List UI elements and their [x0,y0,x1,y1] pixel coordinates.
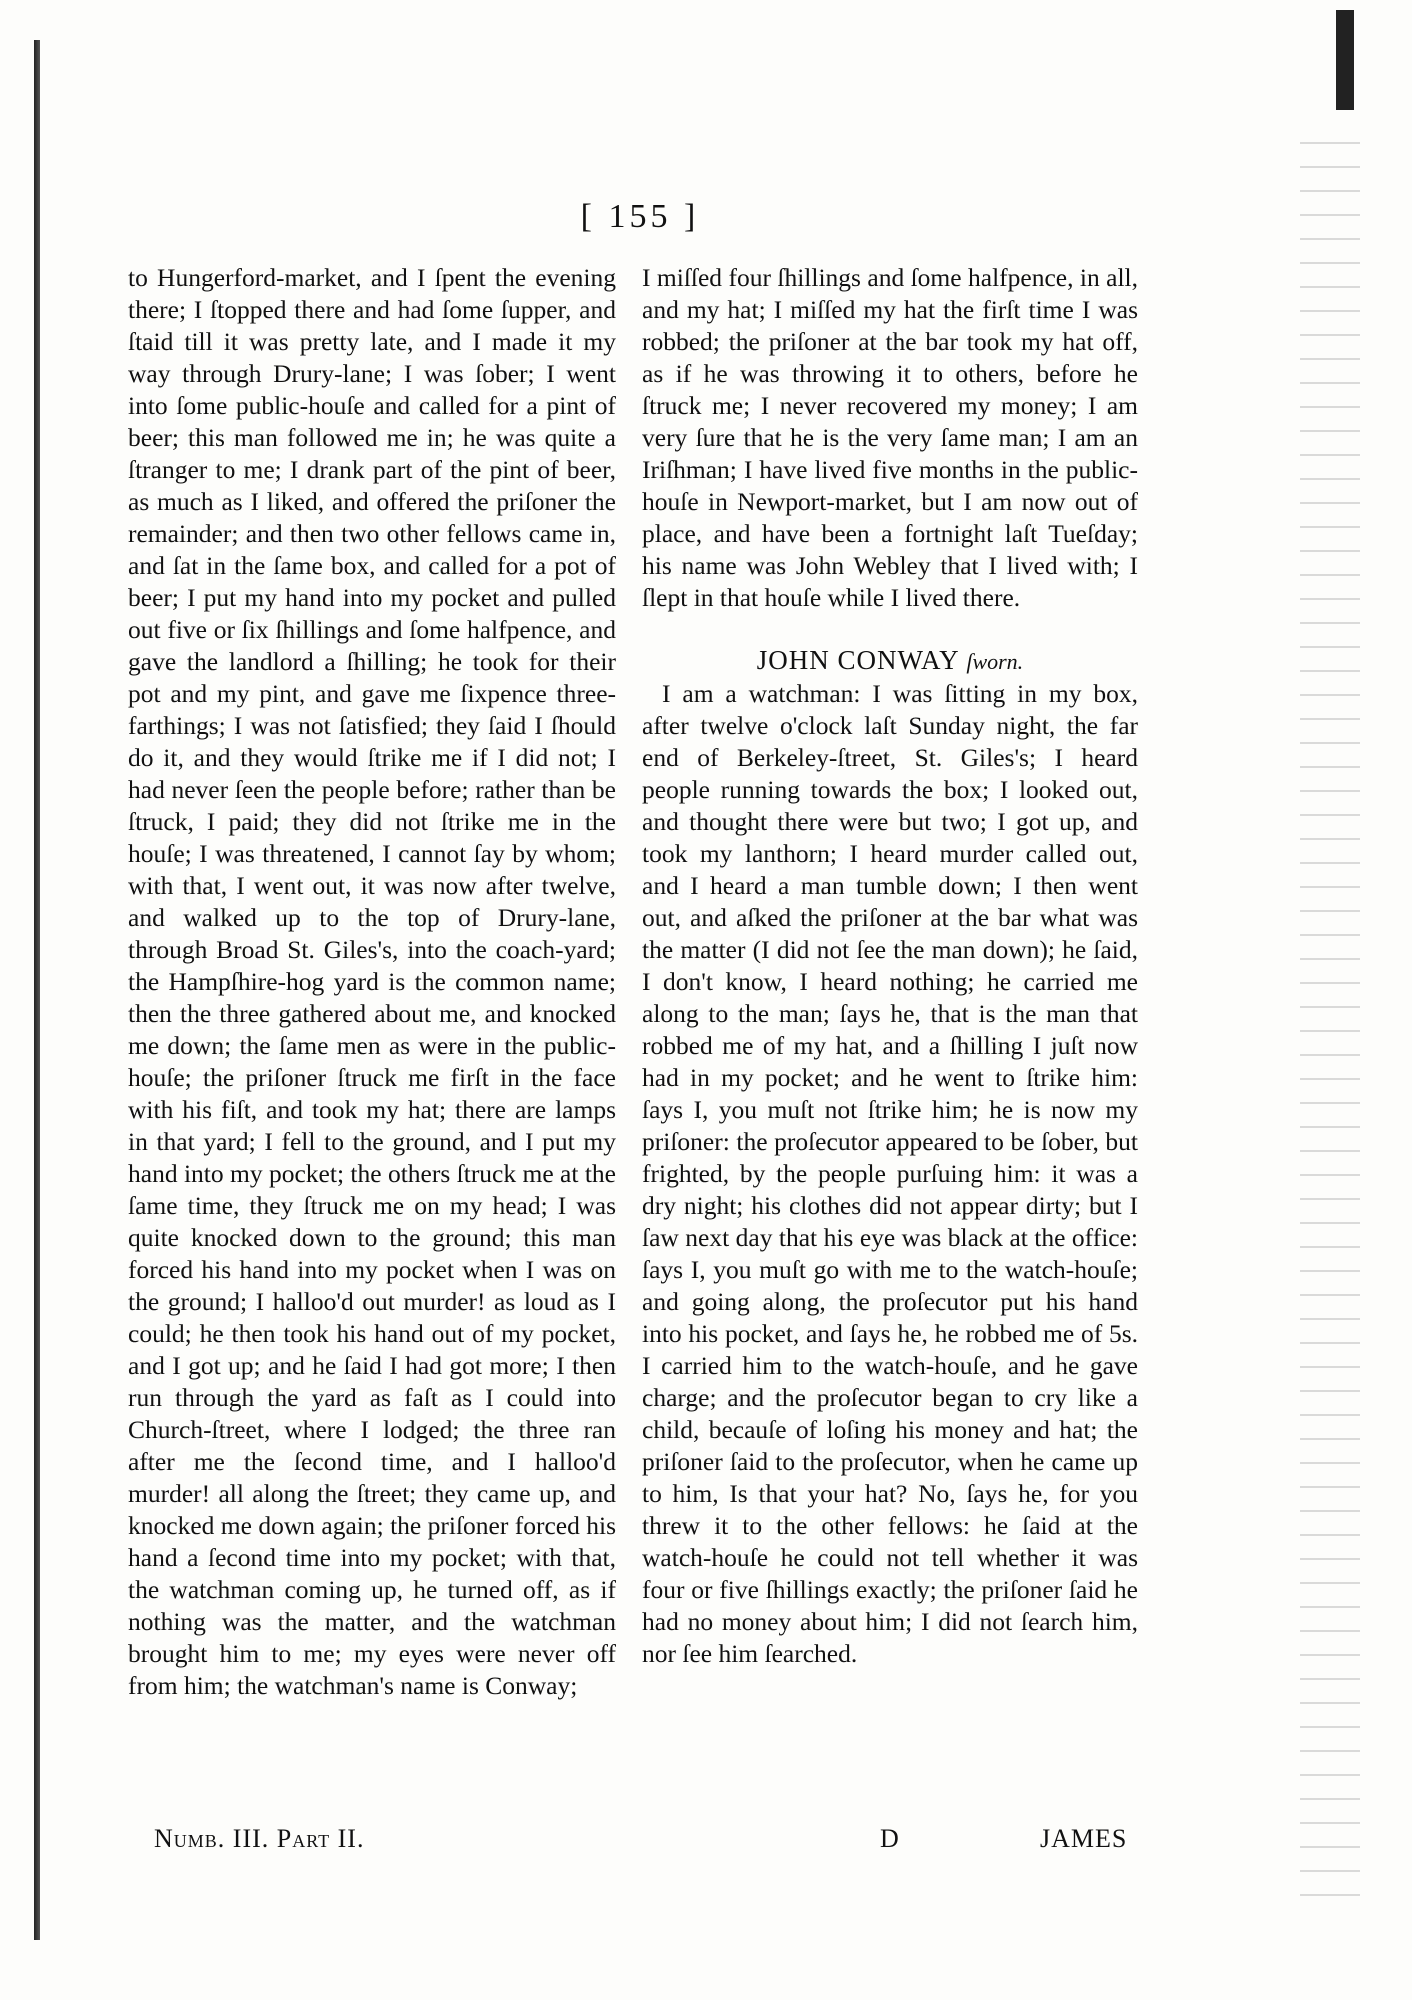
witness-status: ſworn. [966,649,1024,674]
right-column-text-bottom: I am a watchman: I was ſitting in my box, after twelve o'clock laſt Sunday night, the far end of Berkeley-ſtreet, St. Giles's; I heard people running towards the box; I looked out, and thought there were but two; I got up, and took my lanthorn; I heard murder called out, and I heard a man tumble down; I then went out, and aſked the priſoner at the bar what was the matter (I did not ſee the man down); he ſaid, I don't know, I heard nothing; he carried me along to the man; ſays he, that is the man that robbed me of my hat, and a ſhilling I juſt now had in my pocket; and he went to ſtrike him: ſays I, you muſt not ſtrike him; he is now my priſoner: the proſecutor appeared to be ſober, but frighted, by the people purſuing him: it was a dry night; his clothes did not appear dirty; but I ſaw next day that his eye was black at the office: ſays I, you muſt go with me to the watch-houſe; and going along, the proſecutor put his hand into his pocket, and ſays he, he robbed me of 5s. I carried him to the watch-houſe, and he gave charge; and the proſecutor began to cry like a child, becauſe of loſing his money and hat; the priſoner ſaid to the proſecutor, when he came up to him, Is that your hat? No, ſays he, for you threw it to the other fellows: he ſaid at the watch-houſe he could not tell whether it was four or five ſhillings exactly; the priſoner ſaid he had no money about him; I did not ſearch him, nor ſee him ſearched. [642,679,1138,1668]
witness-heading [642,644,1138,678]
witness-name: JOHN CONWAY [756,645,959,675]
left-column [128,262,616,1702]
page-edge-mark [1336,10,1354,110]
page-number: [ 155 ] [580,198,700,235]
right-column [642,262,1138,1670]
binding-shadow [34,40,40,1940]
right-column-text-top: I miſſed four ſhillings and ſome halfpence, in all, and my hat; I miſſed my hat the firſt time I was robbed; the priſoner at the bar took my hat off, as if he was throwing it to others, before he ſtruck me; I never recovered my money; I am very ſure that he is the very ſame man; I am an Iriſhman; I have lived five months in the public-houſe in Newport-market, but I am now out of place, and have been a fortnight laſt Tueſday; his name was John Webley that I lived with; I ſlept in that houſe while I lived there. [642,263,1138,612]
catchword: JAMES [1040,1824,1128,1853]
left-column-text: to Hungerford-market, and I ſpent the evening there; I ſtopped there and had ſome ſupper, and ſtaid till it was pretty late, and I made it my way through Drury-lane; I was ſober; I went into ſome public-houſe and called for a pint of beer; this man followed me in; he was quite a ſtranger to me; I drank part of the pint of beer, as much as I liked, and offered the priſoner the remainder; and then two other fellows came in, and ſat in the ſame box, and called for a pot of beer; I put my hand into my pocket and pulled out five or ſix ſhillings and ſome halfpence, and gave the landlord a ſhilling; he took for their pot and my pint, and gave me ſixpence three-farthings; I was not ſatisfied; they ſaid I ſhould do it, and they would ſtrike me if I did not; I had never ſeen the people before; rather than be ſtruck, I paid; they did not ſtrike me in the houſe; I was threatened, I cannot ſay by whom; with that, I went out, it was now after twelve, and walked up to the top of Drury-lane, through Broad St. Giles's, into the coach-yard; the Hampſhire-hog yard is the common name; then the three gathered about me, and knocked me down; the ſame men as were in the public-houſe; the priſoner ſtruck me firſt in the face with his fiſt, and took my hat; there are lamps in that yard; I fell to the ground, and I put my hand into my pocket; the others ſtruck me at the ſame time, they ſtruck me on my head; I was quite knocked down to the ground; this man forced his hand into my pocket when I was on the ground; I halloo'd out murder! as loud as I could; he then took his hand out of my pocket, and I got up; and he ſaid I had got more; I then run through the yard as faſt as I could into Church-ſtreet, where I lodged; the three ran after me the ſecond time, and I halloo'd murder! all along the ſtreet; they came up, and knocked me down again; the priſoner forced his hand a ſecond time into my pocket; with that, the watchman coming up, he turned off, as if nothing was the matter, and the watchman brought him to me; my eyes were never off from him; the watchman's name is Conway; [128,263,616,1700]
page-edge-specks [1300,120,1360,1900]
signature-mark: D [880,1824,899,1853]
issue-line: Numb. III. Part II. [154,1824,365,1853]
